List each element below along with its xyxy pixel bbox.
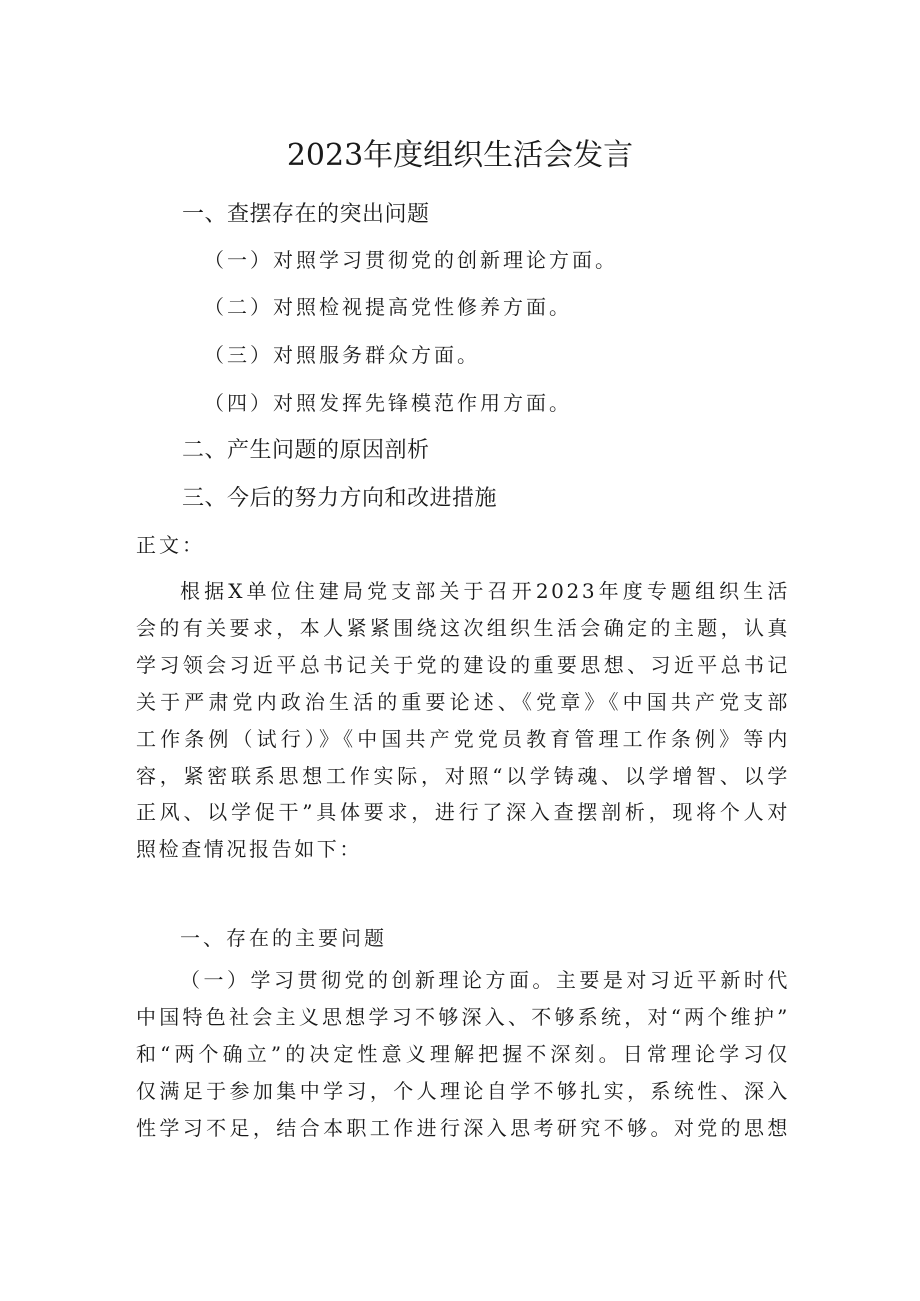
paragraph-line: 容，紧密联系思想工作实际，对照“以学铸魂、以学增智、以学 (136, 763, 790, 788)
heading-level1-3: 三、今后的努力方向和改进措施 (182, 486, 498, 511)
paragraph-line: 关于严肃党内政治生活的重要论述、《党章》《中国共产党支部 (136, 689, 790, 714)
body-label: 正文： (136, 533, 205, 557)
heading-level1-1: 一、查摆存在的突出问题 (182, 202, 430, 227)
subheading-1: （一）对照学习贯彻党的创新理论方面。 (204, 248, 618, 272)
paragraph-line: 工作条例（试行）》《中国共产党党员教育管理工作条例》等内 (136, 726, 790, 751)
section-heading-1: 一、存在的主要问题 (180, 926, 387, 950)
paragraph-line: 会的有关要求，本人紧紧围绕这次组织生活会确定的主题，认真 (136, 615, 790, 640)
paragraph-line: 学习领会习近平总书记关于党的建设的重要思想、习近平总书记 (136, 652, 790, 677)
paragraph-line: 照检查情况报告如下： (136, 837, 362, 862)
subheading-4: （四）对照发挥先锋模范作用方面。 (204, 391, 572, 415)
paragraph-line: 和“两个确立”的决定性意义理解把握不深刻。日常理论学习仅 (136, 1041, 790, 1066)
paragraph-intro (136, 573, 790, 868)
paragraph-line: 仅满足于参加集中学习，个人理论自学不够扎实，系统性、深入 (136, 1078, 790, 1103)
subheading-2: （二）对照检视提高党性修养方面。 (204, 295, 572, 319)
heading-level1-2: 二、产生问题的原因剖析 (182, 438, 430, 463)
paragraph-line: （一）学习贯彻党的创新理论方面。主要是对习近平新时代 (180, 968, 790, 992)
paragraph-line: 根据X单位住建局党支部关于召开2023年度专题组织生活 (180, 579, 790, 603)
paragraph-line: 正风、以学促干”具体要求，进行了深入查摆剖析，现将个人对 (136, 800, 790, 825)
paragraph-line: 中国特色社会主义思想学习不够深入、不够系统，对“两个维护” (136, 1004, 790, 1029)
subheading-3: （三）对照服务群众方面。 (204, 343, 480, 367)
paragraph-problems (136, 962, 790, 1147)
paragraph-line: 性学习不足，结合本职工作进行深入思考研究不够。对党的思想 (136, 1115, 790, 1140)
document-title: 2023年度组织生活会发言 (286, 138, 634, 173)
